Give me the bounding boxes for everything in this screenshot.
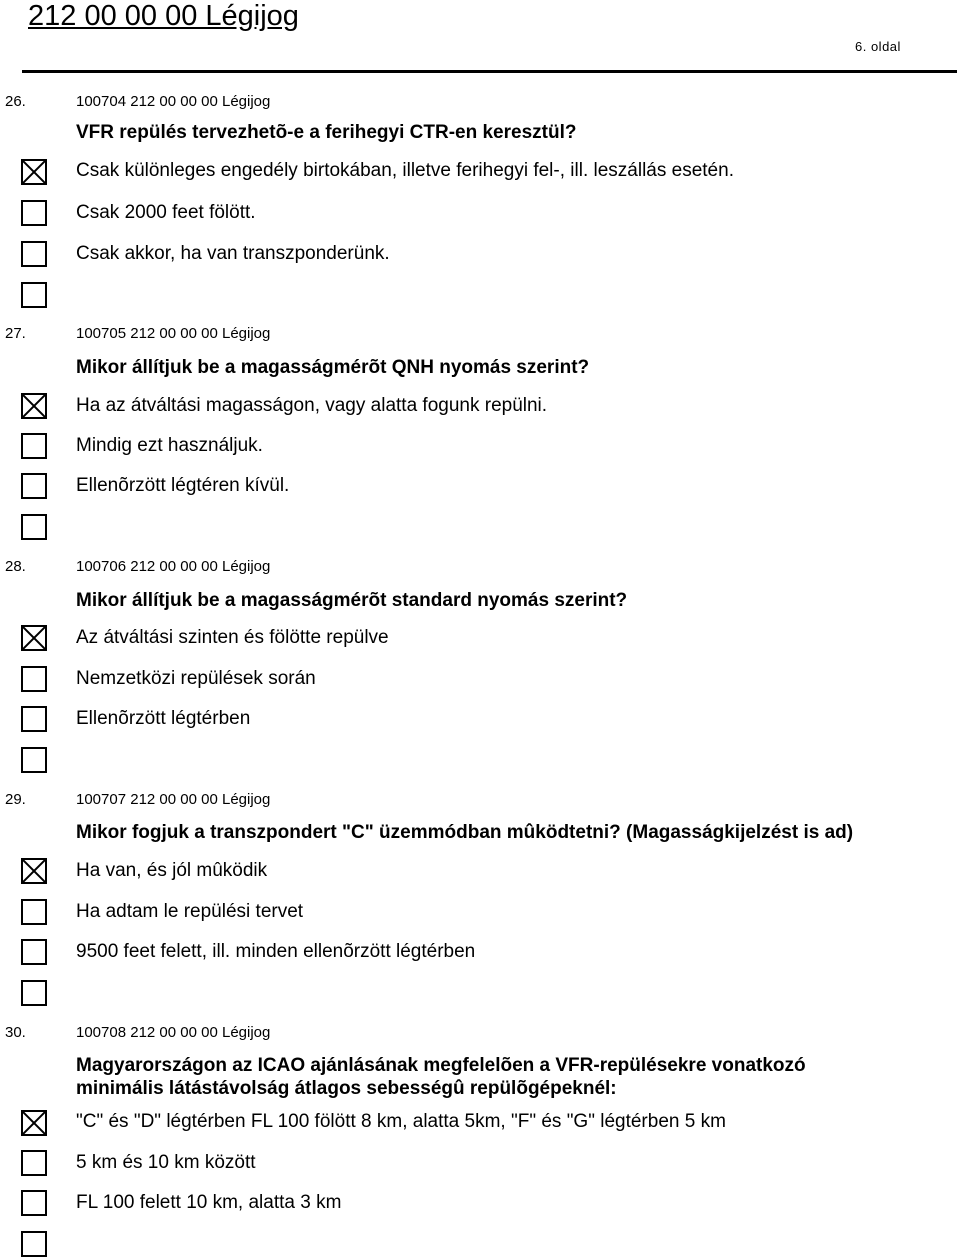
check-x-icon: [23, 395, 45, 417]
answer-text: "C" és "D" légtérben FL 100 fölött 8 km, alatta 5km, "F" és "G" légtérben 5 km: [76, 1111, 726, 1132]
answer-text: 5 km és 10 km között: [76, 1152, 256, 1173]
answer-checkbox[interactable]: [21, 473, 47, 499]
answer-checkbox[interactable]: [21, 1110, 47, 1136]
answer-text: Csak akkor, ha van transzponderünk.: [76, 243, 390, 264]
question-number: 28.: [5, 558, 26, 575]
question-text: Mikor állítjuk be a magasságmérõt standard nyomás szerint?: [76, 590, 628, 611]
question-text: Magyarországon az ICAO ajánlásának megfelelõen a VFR-repülésekre vonatkozó minimális látástávolság átlagos sebességû repülõgépeknél:: [76, 1055, 806, 1099]
question-number: 26.: [5, 93, 26, 110]
answer-text: FL 100 felett 10 km, alatta 3 km: [76, 1192, 342, 1213]
answer-checkbox[interactable]: [21, 1150, 47, 1176]
answer-checkbox[interactable]: [21, 393, 47, 419]
answer-checkbox[interactable]: [21, 159, 47, 185]
question-number: 29.: [5, 791, 26, 808]
answer-text: Csak 2000 feet fölött.: [76, 202, 256, 223]
check-x-icon: [23, 1112, 45, 1134]
answer-text: Csak különleges engedély birtokában, illetve ferihegyi fel-, ill. leszállás esetén.: [76, 160, 734, 181]
check-x-icon: [23, 627, 45, 649]
question-reference: 100704 212 00 00 00 Légijog: [76, 93, 271, 110]
question-text: Mikor állítjuk be a magasságmérõt QNH nyomás szerint?: [76, 357, 590, 378]
answer-text: Ha adtam le repülési tervet: [76, 901, 304, 922]
page-title: 212 00 00 00 Légijog: [28, 0, 299, 32]
check-x-icon: [23, 161, 45, 183]
answer-text: Ha van, és jól mûködik: [76, 860, 268, 881]
answer-text: Ha az átváltási magasságon, vagy alatta fogunk repülni.: [76, 395, 548, 416]
answer-text: Az átváltási szinten és fölötte repülve: [76, 627, 389, 648]
answer-checkbox[interactable]: [21, 939, 47, 965]
answer-text: 9500 feet felett, ill. minden ellenõrzött légtérben: [76, 941, 476, 962]
question-number: 27.: [5, 325, 26, 342]
answer-checkbox[interactable]: [21, 980, 47, 1006]
question-number: 30.: [5, 1024, 26, 1041]
question-text: Mikor fogjuk a transzpondert "C" üzemmódban mûködtetni? (Magasságkijelzést is ad): [76, 822, 854, 843]
answer-checkbox[interactable]: [21, 433, 47, 459]
answer-text: Ellenõrzött légtéren kívül.: [76, 475, 290, 496]
question-reference: 100706 212 00 00 00 Légijog: [76, 558, 271, 575]
answer-checkbox[interactable]: [21, 1231, 47, 1257]
answer-text: Ellenõrzött légtérben: [76, 708, 251, 729]
page-number: 6. oldal: [855, 39, 901, 54]
answer-text: Nemzetközi repülések során: [76, 668, 316, 689]
check-x-icon: [23, 860, 45, 882]
answer-checkbox[interactable]: [21, 899, 47, 925]
answer-checkbox[interactable]: [21, 625, 47, 651]
answer-checkbox[interactable]: [21, 241, 47, 267]
question-text: VFR repülés tervezhetõ-e a ferihegyi CTR-en keresztül?: [76, 122, 577, 143]
answer-text: Mindig ezt használjuk.: [76, 435, 263, 456]
header-divider: [22, 70, 957, 73]
answer-checkbox[interactable]: [21, 747, 47, 773]
answer-checkbox[interactable]: [21, 858, 47, 884]
question-reference: 100707 212 00 00 00 Légijog: [76, 791, 271, 808]
answer-checkbox[interactable]: [21, 200, 47, 226]
answer-checkbox[interactable]: [21, 666, 47, 692]
question-reference: 100708 212 00 00 00 Légijog: [76, 1024, 271, 1041]
answer-checkbox[interactable]: [21, 514, 47, 540]
question-reference: 100705 212 00 00 00 Légijog: [76, 325, 271, 342]
answer-checkbox[interactable]: [21, 1190, 47, 1216]
answer-checkbox[interactable]: [21, 282, 47, 308]
answer-checkbox[interactable]: [21, 706, 47, 732]
